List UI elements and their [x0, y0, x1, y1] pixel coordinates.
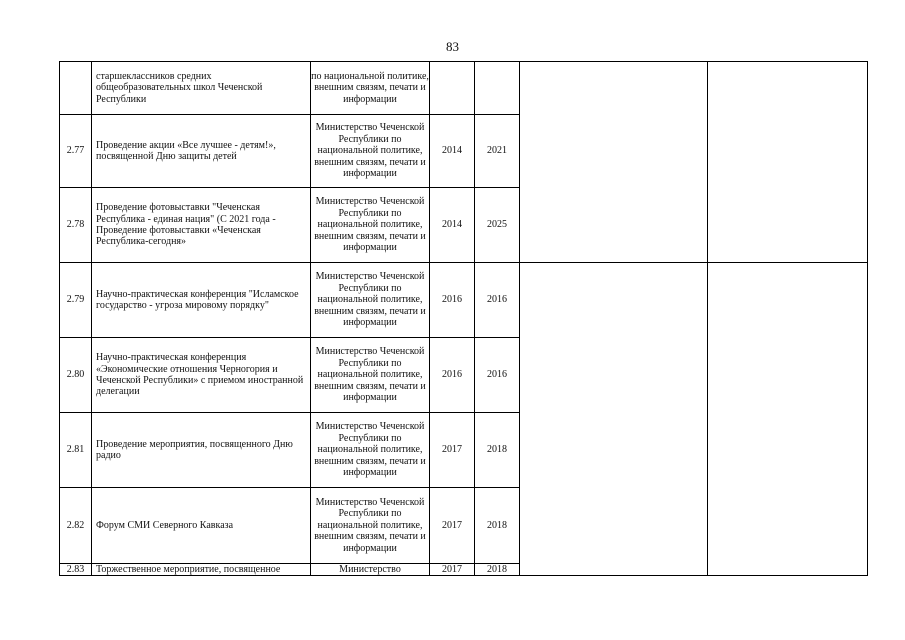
executor: по национальной политике, внешним связям, печати и информации: [311, 62, 430, 115]
executor: Министерство Чеченской Республики по национальной политике, внешним связям, печати и информации: [311, 413, 430, 488]
executor: Министерство Чеченской Республики по национальной политике, внешним связям, печати и информации: [311, 263, 430, 338]
table-row: [60, 62, 868, 115]
end-year: 2018: [475, 488, 520, 564]
end-year: 2016: [475, 263, 520, 338]
executor: Министерство Чеченской Республики по национальной политике, внешним связям, печати и информации: [311, 338, 430, 413]
event-name: Научно-практическая конференция «Экономические отношения Черногория и Чеченской Республики» с приемом иностранной делегации: [92, 338, 311, 413]
empty-cell: [520, 263, 708, 576]
row-number: 2.80: [60, 338, 92, 413]
page-number: 83: [446, 39, 459, 54]
event-name: Научно-практическая конференция "Исламское государство - угроза мировому порядку": [92, 263, 311, 338]
start-year: 2017: [430, 488, 475, 564]
row-number: 2.82: [60, 488, 92, 564]
table-row: [60, 263, 868, 338]
row-number: 2.77: [60, 115, 92, 188]
start-year: 2017: [430, 413, 475, 488]
start-year: 2014: [430, 115, 475, 188]
end-year: 2018: [475, 564, 520, 576]
end-year: [475, 62, 520, 115]
row-number: 2.83: [60, 564, 92, 576]
event-name: старшеклассников средних общеобразовательных школ Чеченской Республики: [92, 62, 311, 115]
row-number: 2.79: [60, 263, 92, 338]
plan-table: [59, 61, 868, 576]
end-year: 2018: [475, 413, 520, 488]
end-year: 2021: [475, 115, 520, 188]
start-year: [430, 62, 475, 115]
executor: Министерство Чеченской Республики по национальной политике, внешним связям, печати и информации: [311, 188, 430, 263]
event-name: Проведение мероприятия, посвященного Дню радио: [92, 413, 311, 488]
executor: Министерство: [311, 564, 430, 576]
event-name: Проведение акции «Все лучшее - детям!», посвященной Дню защиты детей: [92, 115, 311, 188]
start-year: 2016: [430, 338, 475, 413]
event-name: Проведение фотовыставки "Чеченская Республика - единая нация" (С 2021 года - Проведение фотовыставки «Чеченская Республика-сегодня»: [92, 188, 311, 263]
executor: Министерство Чеченской Республики по национальной политике, внешним связям, печати и информации: [311, 488, 430, 564]
event-name: Торжественное мероприятие, посвященное: [92, 564, 311, 576]
end-year: 2025: [475, 188, 520, 263]
empty-cell: [708, 263, 868, 576]
start-year: 2017: [430, 564, 475, 576]
start-year: 2014: [430, 188, 475, 263]
start-year: 2016: [430, 263, 475, 338]
end-year: 2016: [475, 338, 520, 413]
event-name: Форум СМИ Северного Кавказа: [92, 488, 311, 564]
empty-cell: [708, 62, 868, 263]
row-number: 2.81: [60, 413, 92, 488]
executor: Министерство Чеченской Республики по национальной политике, внешним связям, печати и информации: [311, 115, 430, 188]
row-number: 2.78: [60, 188, 92, 263]
row-number: [60, 62, 92, 115]
empty-cell: [520, 62, 708, 263]
